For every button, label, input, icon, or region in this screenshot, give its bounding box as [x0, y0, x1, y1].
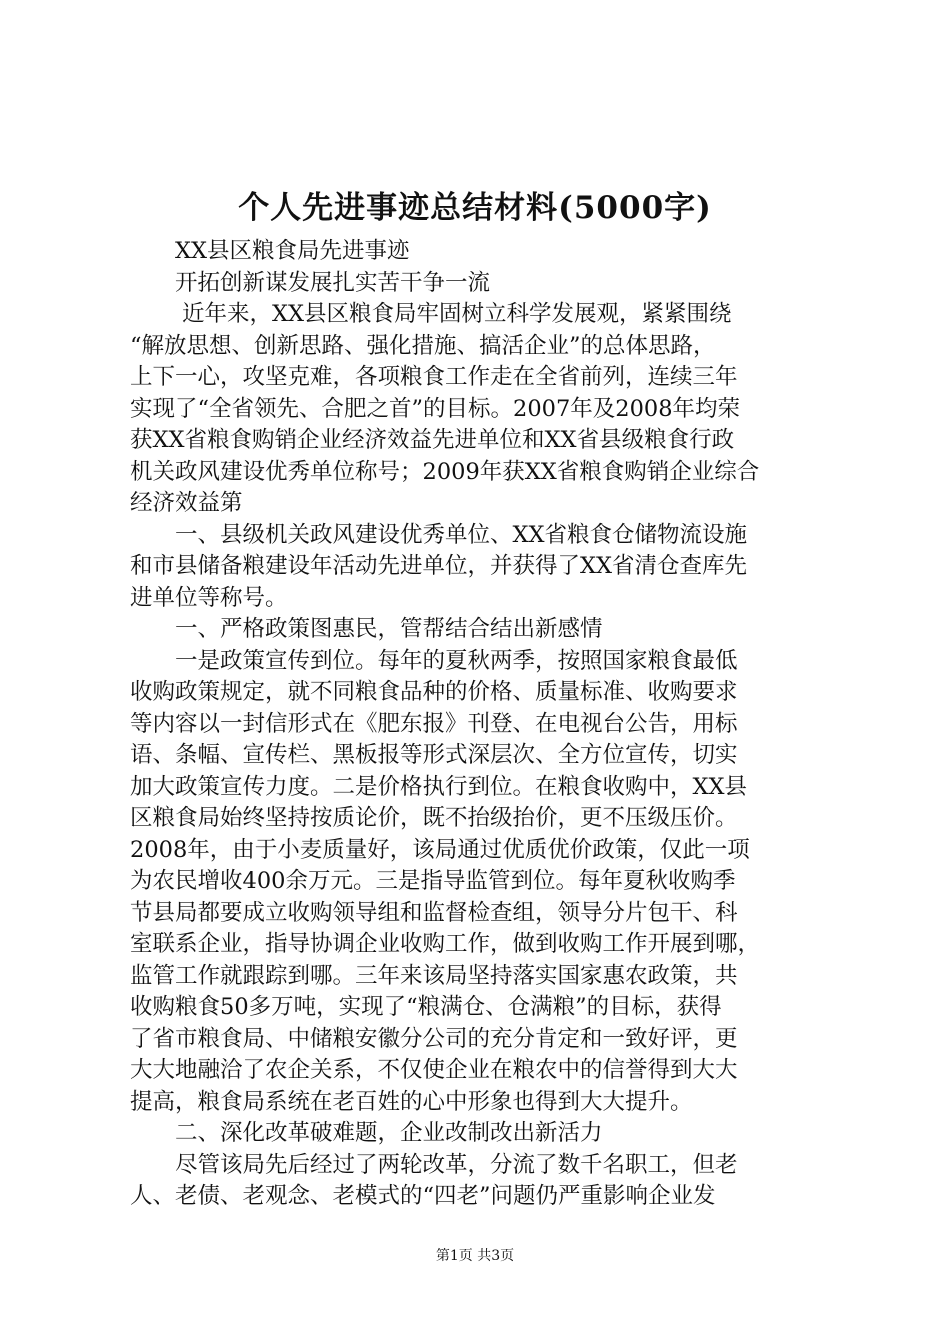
body-line: 一、严格政策图惠民，管帮结合结出新感情: [175, 616, 603, 642]
body-line: 收购粮食50多万吨，实现了“粮满仓、仓满粮”的目标，获得: [130, 994, 722, 1020]
body-line: 加大政策宣传力度。二是价格执行到位。在粮食收购中，XX县: [130, 773, 748, 800]
body-line: 和市县储备粮建设年活动先进单位，并获得了XX省清仓查库先: [130, 553, 748, 579]
body-line: 开拓创新谋发展扎实苦干争一流: [175, 269, 491, 296]
body-line: 一是政策宣传到位。每年的夏秋两季，按照国家粮食最低: [175, 647, 738, 674]
body-line: 收购政策规定，就不同粮食品种的价格、质量标准、收购要求: [130, 679, 738, 705]
document-body: [130, 236, 840, 1213]
body-line: 提高，粮食局系统在老百姓的心中形象也得到大大提升。: [130, 1088, 693, 1115]
body-line: “解放思想、创新思路、强化措施、搞活企业”的总体思路，: [130, 332, 716, 359]
body-line: 了省市粮食局、中储粮安徽分公司的充分肯定和一致好评，更: [130, 1025, 738, 1052]
body-line: 获XX省粮食购销企业经济效益先进单位和XX省县级粮食行政: [130, 427, 735, 453]
body-line: 上下一心，攻坚克难，各项粮食工作走在全省前列，连续三年: [130, 364, 738, 390]
body-line: XX县区粮食局先进事迹: [175, 238, 410, 264]
body-line: 等内容以一封信形式在《肥东报》刊登、在电视台公告，用标: [130, 710, 738, 737]
body-line: 2008年，由于小麦质量好，该局通过优质优价政策，仅此一项: [130, 836, 750, 863]
body-line: 为农民增收400余万元。三是指导监管到位。每年夏秋收购季: [130, 868, 736, 894]
body-line: 语、条幅、宣传栏、黑板报等形式深层次、全方位宣传，切实: [130, 742, 738, 768]
body-line: 二、深化改革破难题，企业改制改出新活力: [175, 1120, 603, 1146]
body-line: 近年来，XX县区粮食局牢固树立科学发展观，紧紧围绕: [182, 301, 732, 327]
body-line: 机关政风建设优秀单位称号；2009年获XX省粮食购销企业综合: [130, 458, 760, 485]
body-line: 进单位等称号。: [130, 584, 288, 611]
document-title: 个人先进事迹总结材料(5000字): [238, 190, 712, 226]
body-line: 室联系企业，指导协调企业收购工作，做到收购工作开展到哪，: [130, 931, 761, 957]
body-line: 实现了“全省领先、合肥之首”的目标。2007年及2008年均荣: [130, 395, 741, 422]
body-line: 一、县级机关政风建设优秀单位、XX省粮食仓储物流设施: [175, 521, 748, 548]
body-line: 大大地融洽了农企关系，不仅使企业在粮农中的信誉得到大大: [130, 1057, 738, 1083]
body-line: 区粮食局始终坚持按质论价，既不抬级抬价，更不压级压价。: [130, 805, 738, 831]
body-line: 监管工作就跟踪到哪。三年来该局坚持落实国家惠农政策，共: [130, 962, 738, 989]
body-line: 节县局都要成立收购领导组和监督检查组，领导分片包干、科: [130, 899, 738, 926]
body-line: 尽管该局先后经过了两轮改革，分流了数千名职工，但老: [175, 1151, 738, 1178]
body-line: 经济效益第: [130, 490, 243, 516]
page-footer: 第1页 共3页: [435, 1248, 515, 1264]
body-line: 人、老债、老观念、老模式的“四老”问题仍严重影响企业发: [130, 1183, 716, 1209]
